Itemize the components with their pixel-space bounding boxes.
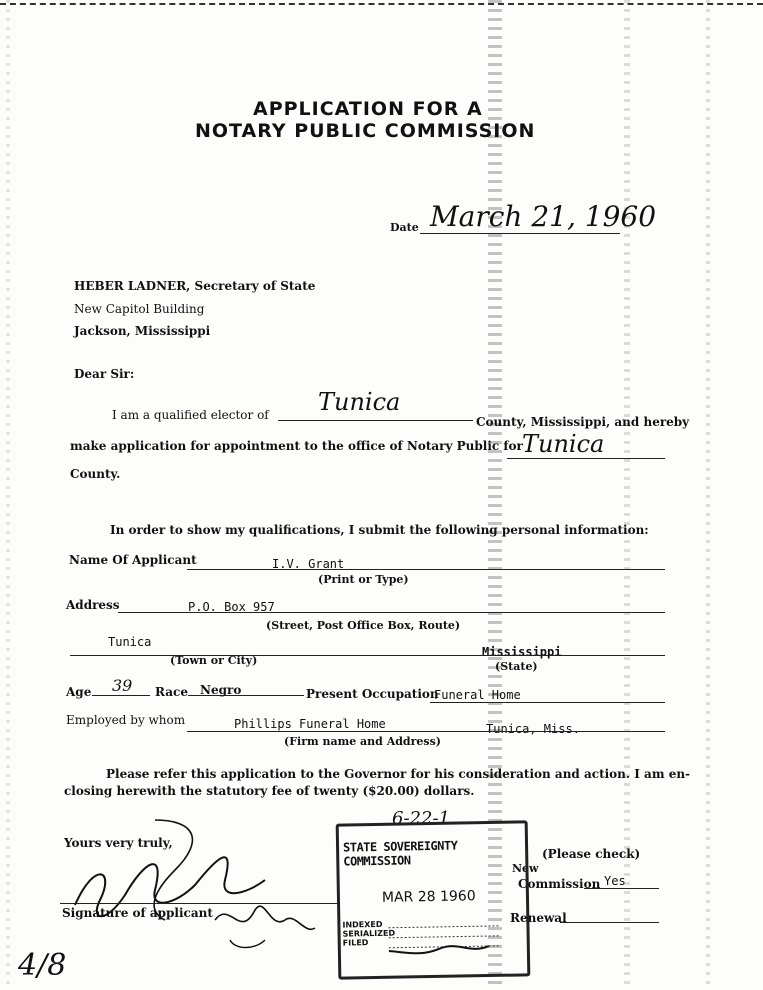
commission-label: Commission xyxy=(518,877,601,891)
date-label: Date xyxy=(390,221,419,234)
address-label: Address xyxy=(66,598,120,612)
employer-value: Phillips Funeral Home xyxy=(234,717,386,731)
address-caption: (Street, Post Office Box, Route) xyxy=(266,619,461,632)
town-state-line xyxy=(70,655,665,656)
address-line xyxy=(118,612,665,613)
name-label: Name Of Applicant xyxy=(69,553,197,567)
scan-streak xyxy=(624,0,630,990)
stamp-item: INDEXED xyxy=(342,919,383,930)
elector-text-2: County, Mississippi, and hereby xyxy=(476,415,690,429)
new-label: New xyxy=(512,862,539,875)
occupation-line xyxy=(430,702,665,703)
race-value: Negro xyxy=(200,683,242,697)
employer-label: Employed by whom xyxy=(66,713,186,727)
applicant-signature xyxy=(55,800,345,970)
stamp-title: STATE SOVEREIGNTY COMMISSION xyxy=(342,838,458,869)
signature-line xyxy=(60,903,340,904)
commission-line xyxy=(584,888,659,889)
stamp-date: MAR 28 1960 xyxy=(381,888,476,906)
notary-county-line xyxy=(507,458,665,459)
margin-note: 4/8 xyxy=(18,948,67,983)
signature-label: Signature of applicant xyxy=(62,906,213,920)
salutation: Dear Sir: xyxy=(74,367,135,381)
renewal-label: Renewal xyxy=(510,911,567,925)
age-line xyxy=(92,695,150,696)
elector-county-line xyxy=(278,420,473,421)
notary-county-value: Tunica xyxy=(522,430,605,458)
state-value: Mississippi xyxy=(482,645,562,659)
elector-text: I am a qualified elector of xyxy=(112,408,269,422)
name-line xyxy=(187,569,665,570)
refer-text-1: Please refer this application to the Governor for his consideration and action. I am en- xyxy=(106,767,691,781)
stamp-handwritten-number: 6-22-1 xyxy=(392,808,450,829)
occupation-label: Present Occupation xyxy=(306,687,439,701)
age-value: 39 xyxy=(112,676,133,695)
town-caption: (Town or City) xyxy=(170,654,258,667)
address-value: P.O. Box 957 xyxy=(188,600,275,614)
employer-caption: (Firm name and Address) xyxy=(284,735,441,748)
employer-address: Tunica, Miss. xyxy=(486,722,580,736)
county-text: County. xyxy=(70,467,121,481)
addressee-line-1: HEBER LADNER, Secretary of State xyxy=(74,279,316,293)
race-label: Race xyxy=(155,685,188,699)
scan-streak xyxy=(6,0,10,990)
employer-line xyxy=(187,731,665,732)
title-line-2: NOTARY PUBLIC COMMISSION xyxy=(195,120,536,142)
title-line-1: APPLICATION FOR A xyxy=(253,98,483,120)
check-label: (Please check) xyxy=(542,847,641,861)
addressee-line-3: Jackson, Mississippi xyxy=(74,324,211,338)
elector-county-value: Tunica xyxy=(318,388,401,416)
renewal-line xyxy=(560,922,659,923)
commission-value: Yes xyxy=(604,874,626,888)
name-value: I.V. Grant xyxy=(272,557,345,571)
town-value: Tunica xyxy=(108,635,152,649)
stamp-items xyxy=(342,920,395,948)
sovereignty-commission-stamp xyxy=(336,820,531,979)
name-caption: (Print or Type) xyxy=(318,573,409,586)
scan-streak xyxy=(706,0,710,990)
application-text: make application for appointment to the office of Notary Public for xyxy=(70,439,523,453)
stamp-item: SERIALIZED xyxy=(342,928,396,939)
qualifications-text: In order to show my qualifications, I submit the following personal information: xyxy=(110,523,649,537)
closing: Yours very truly, xyxy=(64,836,173,850)
race-line xyxy=(188,695,304,696)
refer-text-2: closing herewith the statutory fee of twenty ($20.00) dollars. xyxy=(64,784,475,798)
top-border xyxy=(0,3,763,5)
addressee-line-2: New Capitol Building xyxy=(74,302,205,316)
date-line xyxy=(420,233,620,234)
stamp-item: FILED xyxy=(342,938,369,948)
age-label: Age xyxy=(66,685,92,699)
date-value: March 21, 1960 xyxy=(430,200,657,233)
stamp-initials xyxy=(388,920,509,972)
occupation-value: Funeral Home xyxy=(434,688,521,702)
state-caption: (State) xyxy=(495,660,538,673)
